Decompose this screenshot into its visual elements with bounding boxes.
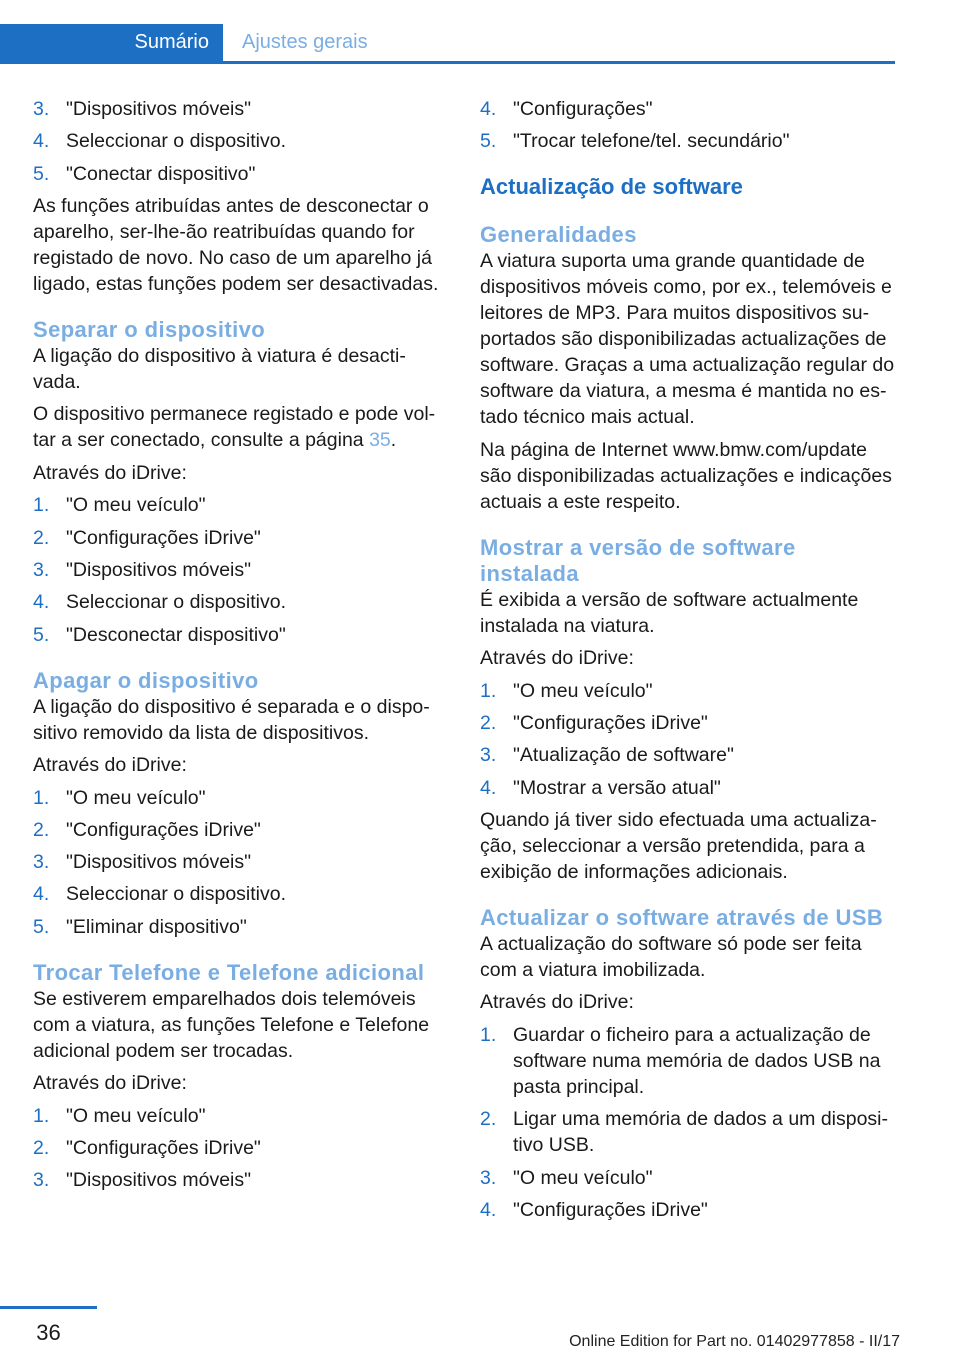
step-number: 5. xyxy=(480,130,497,153)
tab-ajustes-gerais[interactable]: Ajustes gerais xyxy=(242,31,368,53)
step-text: "Dispositivos móveis" xyxy=(66,98,252,120)
step-number: 1. xyxy=(33,1104,50,1127)
list-item xyxy=(33,785,441,811)
step-number: 3. xyxy=(33,1169,50,1192)
step-number: 4. xyxy=(33,883,50,906)
step-text: "Eliminar dispositivo" xyxy=(66,915,247,938)
step-number: 1. xyxy=(480,1023,497,1046)
list-item xyxy=(480,742,900,768)
step-list xyxy=(33,96,441,187)
step-text: "Configurações iDrive" xyxy=(513,712,708,735)
step-text: Seleccionar o dispositivo. xyxy=(66,591,287,614)
list-item xyxy=(480,1165,900,1191)
right-column xyxy=(480,96,900,1229)
list-item xyxy=(33,557,441,583)
step-number: 5. xyxy=(33,623,50,646)
step-text: Seleccionar o dispositivo. xyxy=(66,130,287,153)
paragraph: É exibida a versão de software actualmente instalada na viatura. xyxy=(480,588,859,637)
left-column xyxy=(33,96,441,1200)
step-text: "Mostrar a versão atual" xyxy=(513,776,721,799)
list-item xyxy=(480,1022,900,1100)
list-item xyxy=(480,1106,900,1158)
paragraph: Através do iDrive: xyxy=(33,754,187,777)
list-item xyxy=(480,128,900,154)
page-number: 36 xyxy=(36,1320,61,1345)
paragraph: Através do iDrive: xyxy=(480,991,634,1014)
list-item xyxy=(33,817,441,843)
step-text: "Configurações iDrive" xyxy=(66,526,261,549)
paragraph: Na página de Internet www.bmw.com/update são disponibilizadas actualizações e indicações actuais a este respeito. xyxy=(480,438,892,513)
step-number: 4. xyxy=(33,591,50,614)
list-item xyxy=(33,1135,441,1161)
step-text: "Configurações" xyxy=(513,98,653,120)
list-item xyxy=(480,96,900,122)
step-number: 2. xyxy=(480,1108,497,1131)
list-item xyxy=(33,128,441,154)
edition-label: Online Edition for Part no. 01402977858 - II/17 xyxy=(569,1333,900,1350)
list-item xyxy=(480,678,900,704)
list-item xyxy=(33,161,441,187)
heading-separar-dispositivo: Separar o dispositivo xyxy=(33,316,266,342)
list-item xyxy=(33,881,441,907)
step-number: 5. xyxy=(33,162,50,185)
list-item xyxy=(33,96,441,122)
step-text: "Dispositivos móveis" xyxy=(66,851,252,874)
paragraph: A viatura suporta uma grande quantidade de dispositivos móveis como, por ex., telemóveis e leitores de MP3. Para muitos dispositivos suportados são disponibilizadas actualizações de software. Graças a uma actualização regular do software da viatura, a mesma é mantida no estado técnico mais actual. xyxy=(480,250,895,429)
list-item xyxy=(33,914,441,940)
list-item xyxy=(33,1103,441,1129)
list-item xyxy=(33,589,441,615)
step-text: Guardar o ficheiro para a actualização de software numa memória de dados USB na pasta principal. xyxy=(513,1023,881,1098)
step-text: "Configurações iDrive" xyxy=(513,1198,708,1221)
step-text: "Dispositivos móveis" xyxy=(66,558,252,581)
step-number: 3. xyxy=(480,1166,497,1189)
step-list xyxy=(480,1022,900,1223)
heading-actualizacao-software: Actualização de software xyxy=(480,174,743,200)
paragraph: A actualização do software só pode ser feita com a viatura imobilizada. xyxy=(480,932,862,981)
page-reference-link[interactable]: 35 xyxy=(369,429,391,452)
step-number: 3. xyxy=(480,744,497,767)
step-text: "Configurações iDrive" xyxy=(66,1137,261,1160)
paragraph: Se estiverem emparelhados dois telemóveis com a viatura, as funções Telefone e Telefone adicional podem ser trocadas. xyxy=(33,987,430,1062)
step-number: 2. xyxy=(33,1137,50,1160)
step-number: 4. xyxy=(480,98,497,120)
step-list xyxy=(480,678,900,801)
step-text: Seleccionar o dispositivo. xyxy=(66,883,287,906)
list-item xyxy=(480,775,900,801)
list-item xyxy=(480,710,900,736)
list-item xyxy=(480,1197,900,1223)
step-number: 2. xyxy=(33,818,50,841)
step-text: "Conectar dispositivo" xyxy=(66,162,256,185)
paragraph-text: . xyxy=(390,429,397,452)
heading-trocar-telefone: Trocar Telefone e Telefone adicional xyxy=(33,959,425,985)
step-text: "Trocar telefone/tel. secundário" xyxy=(513,130,790,153)
paragraph: Através do iDrive: xyxy=(33,461,187,484)
paragraph: As funções atribuídas antes de desconectar o aparelho, ser-lhe-ão reatribuídas quando for registado de novo. No caso de um aparelho já ligado, estas funções podem ser desactivadas. xyxy=(33,194,439,295)
list-item xyxy=(33,525,441,551)
step-number: 1. xyxy=(480,679,497,702)
step-text: Ligar uma memória de dados a um dispositivo USB. xyxy=(513,1108,889,1157)
paragraph: Através do iDrive: xyxy=(480,647,634,670)
step-number: 4. xyxy=(33,130,50,153)
step-list xyxy=(33,492,441,647)
paragraph-text: O dispositivo permanece registado e pode voltar a ser conectado, consulte a página xyxy=(33,403,436,452)
step-text: "O meu veículo" xyxy=(66,494,206,517)
step-text: "Dispositivos móveis" xyxy=(66,1169,252,1192)
heading-apagar-dispositivo: Apagar o dispositivo xyxy=(33,667,259,693)
step-number: 1. xyxy=(33,494,50,517)
step-number: 4. xyxy=(480,1198,497,1221)
step-text: "O meu veículo" xyxy=(66,1104,206,1127)
step-text: "O meu veículo" xyxy=(513,1166,653,1189)
step-list xyxy=(33,785,441,940)
top-navigation xyxy=(0,0,895,64)
step-number: 3. xyxy=(33,851,50,874)
heading-generalidades: Generalidades xyxy=(480,222,637,248)
step-list xyxy=(33,1103,441,1194)
step-number: 2. xyxy=(480,712,497,735)
list-item xyxy=(33,1167,441,1193)
step-number: 3. xyxy=(33,98,50,120)
tab-sumario[interactable]: Sumário xyxy=(0,24,223,61)
paragraph: Através do iDrive: xyxy=(33,1072,187,1095)
list-item xyxy=(33,622,441,648)
heading-mostrar-versao: Mostrar a versão de software instalada xyxy=(480,534,796,586)
step-number: 4. xyxy=(480,776,497,799)
footer-divider xyxy=(0,1306,97,1309)
paragraph: A ligação do dispositivo é separada e o dispositivo removido da lista de dispositivos. xyxy=(33,695,430,744)
step-text: "O meu veículo" xyxy=(66,786,206,809)
step-number: 1. xyxy=(33,786,50,809)
paragraph: Quando já tiver sido efectuada uma actualização, seleccionar a versão pretendida, para a exibição de informações adicionais. xyxy=(480,808,877,883)
step-number: 3. xyxy=(33,558,50,581)
step-text: "Atualização de software" xyxy=(513,744,734,767)
step-number: 2. xyxy=(33,526,50,549)
step-number: 5. xyxy=(33,915,50,938)
step-text: "Desconectar dispositivo" xyxy=(66,623,286,646)
step-text: "O meu veículo" xyxy=(513,679,653,702)
list-item xyxy=(33,849,441,875)
step-list xyxy=(480,96,900,154)
paragraph xyxy=(33,401,441,453)
list-item xyxy=(33,492,441,518)
paragraph: A ligação do dispositivo à viatura é desactivada. xyxy=(33,344,406,393)
heading-actualizar-usb: Actualizar o software através de USB xyxy=(480,904,884,930)
header-divider xyxy=(0,61,895,64)
step-text: "Configurações iDrive" xyxy=(66,818,261,841)
